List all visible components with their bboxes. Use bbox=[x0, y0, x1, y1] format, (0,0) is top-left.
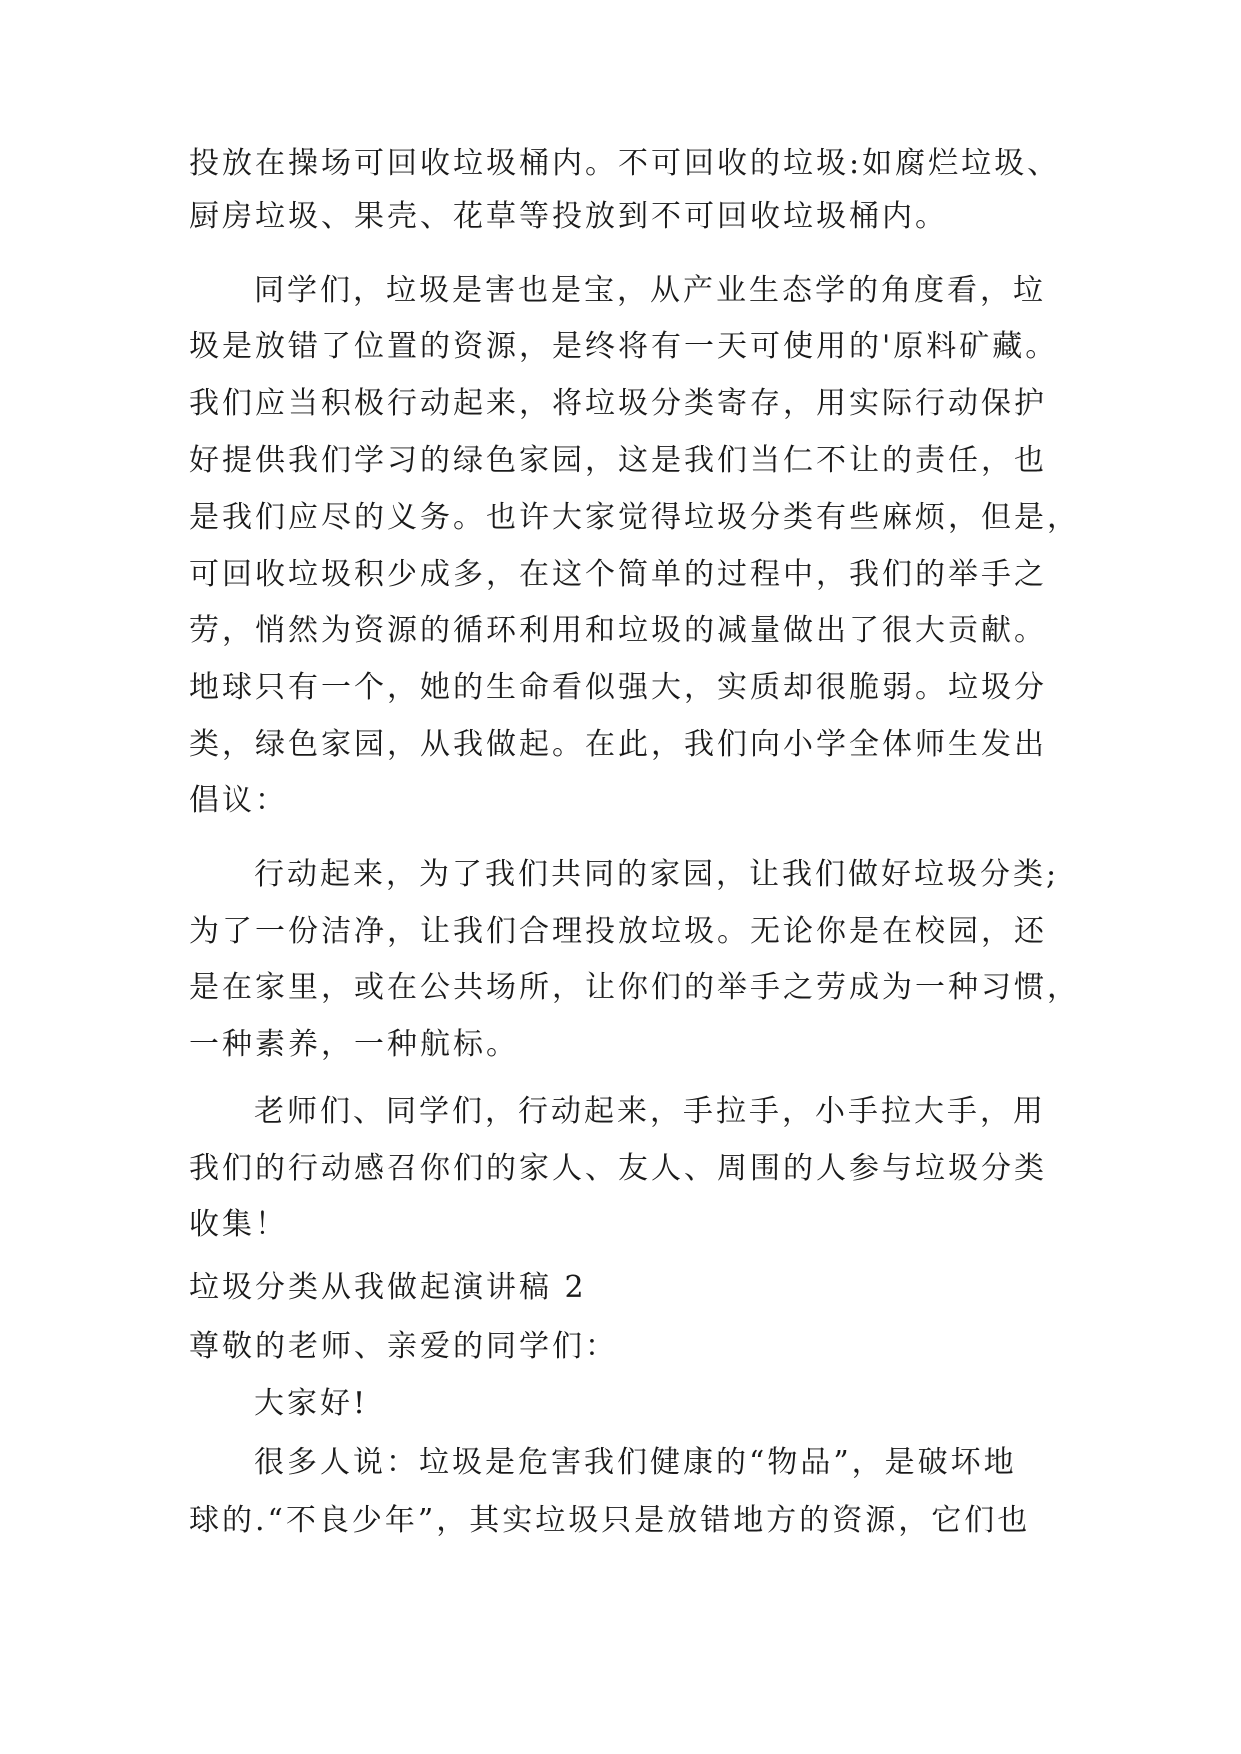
greeting-line: 大家好! bbox=[254, 1386, 369, 1421]
paragraph-line: 行动起来，为了我们共同的家园，让我们做好垃圾分类; bbox=[254, 857, 1060, 892]
paragraph-line: 圾是放错了位置的资源，是终将有一天可使用的'原料矿藏。 bbox=[189, 329, 1059, 364]
paragraph-line: 倡议： bbox=[189, 783, 288, 818]
section-title: 垃圾分类从我做起演讲稿 2 bbox=[189, 1270, 587, 1305]
paragraph-line: 收集！ bbox=[189, 1207, 288, 1242]
paragraph-line: 是在家里，或在公共场所，让你们的举手之劳成为一种习惯， bbox=[189, 970, 1080, 1005]
paragraph-line: 同学们，垃圾是害也是宝，从产业生态学的角度看，垃 bbox=[254, 273, 1046, 308]
paragraph-line: 我们应当积极行动起来，将垃圾分类寄存，用实际行动保护 bbox=[189, 386, 1047, 421]
paragraph-line: 我们的行动感召你们的家人、友人、周围的人参与垃圾分类 bbox=[189, 1151, 1047, 1186]
paragraph-line: 劳，悄然为资源的循环利用和垃圾的减量做出了很大贡献。 bbox=[189, 613, 1047, 648]
paragraph-line: 球的.“不良少年”，其实垃圾只是放错地方的资源，它们也 bbox=[189, 1503, 1031, 1538]
paragraph-line: 一种素养，一种航标。 bbox=[189, 1027, 519, 1062]
paragraph-line: 可回收垃圾积少成多，在这个简单的过程中，我们的举手之 bbox=[189, 557, 1047, 592]
paragraph-line: 是我们应尽的义务。也许大家觉得垃圾分类有些麻烦，但是， bbox=[189, 500, 1080, 535]
paragraph-line: 好提供我们学习的绿色家园，这是我们当仁不让的责任，也 bbox=[189, 443, 1047, 478]
paragraph-line: 厨房垃圾、果壳、花草等投放到不可回收垃圾桶内。 bbox=[189, 199, 948, 234]
paragraph-line: 老师们、同学们，行动起来，手拉手，小手拉大手，用 bbox=[254, 1094, 1046, 1129]
paragraph-line: 为了一份洁净，让我们合理投放垃圾。无论你是在校园，还 bbox=[189, 914, 1047, 949]
paragraph-line: 很多人说：垃圾是危害我们健康的“物品”，是破坏地 bbox=[254, 1445, 1017, 1480]
paragraph-line: 投放在操场可回收垃圾桶内。不可回收的垃圾:如腐烂垃圾、 bbox=[189, 146, 1061, 181]
paragraph-line: 地球只有一个，她的生命看似强大，实质却很脆弱。垃圾分 bbox=[189, 670, 1047, 705]
paragraph-line: 类，绿色家园，从我做起。在此，我们向小学全体师生发出 bbox=[189, 727, 1047, 762]
salutation-line: 尊敬的老师、亲爱的同学们： bbox=[189, 1329, 618, 1364]
